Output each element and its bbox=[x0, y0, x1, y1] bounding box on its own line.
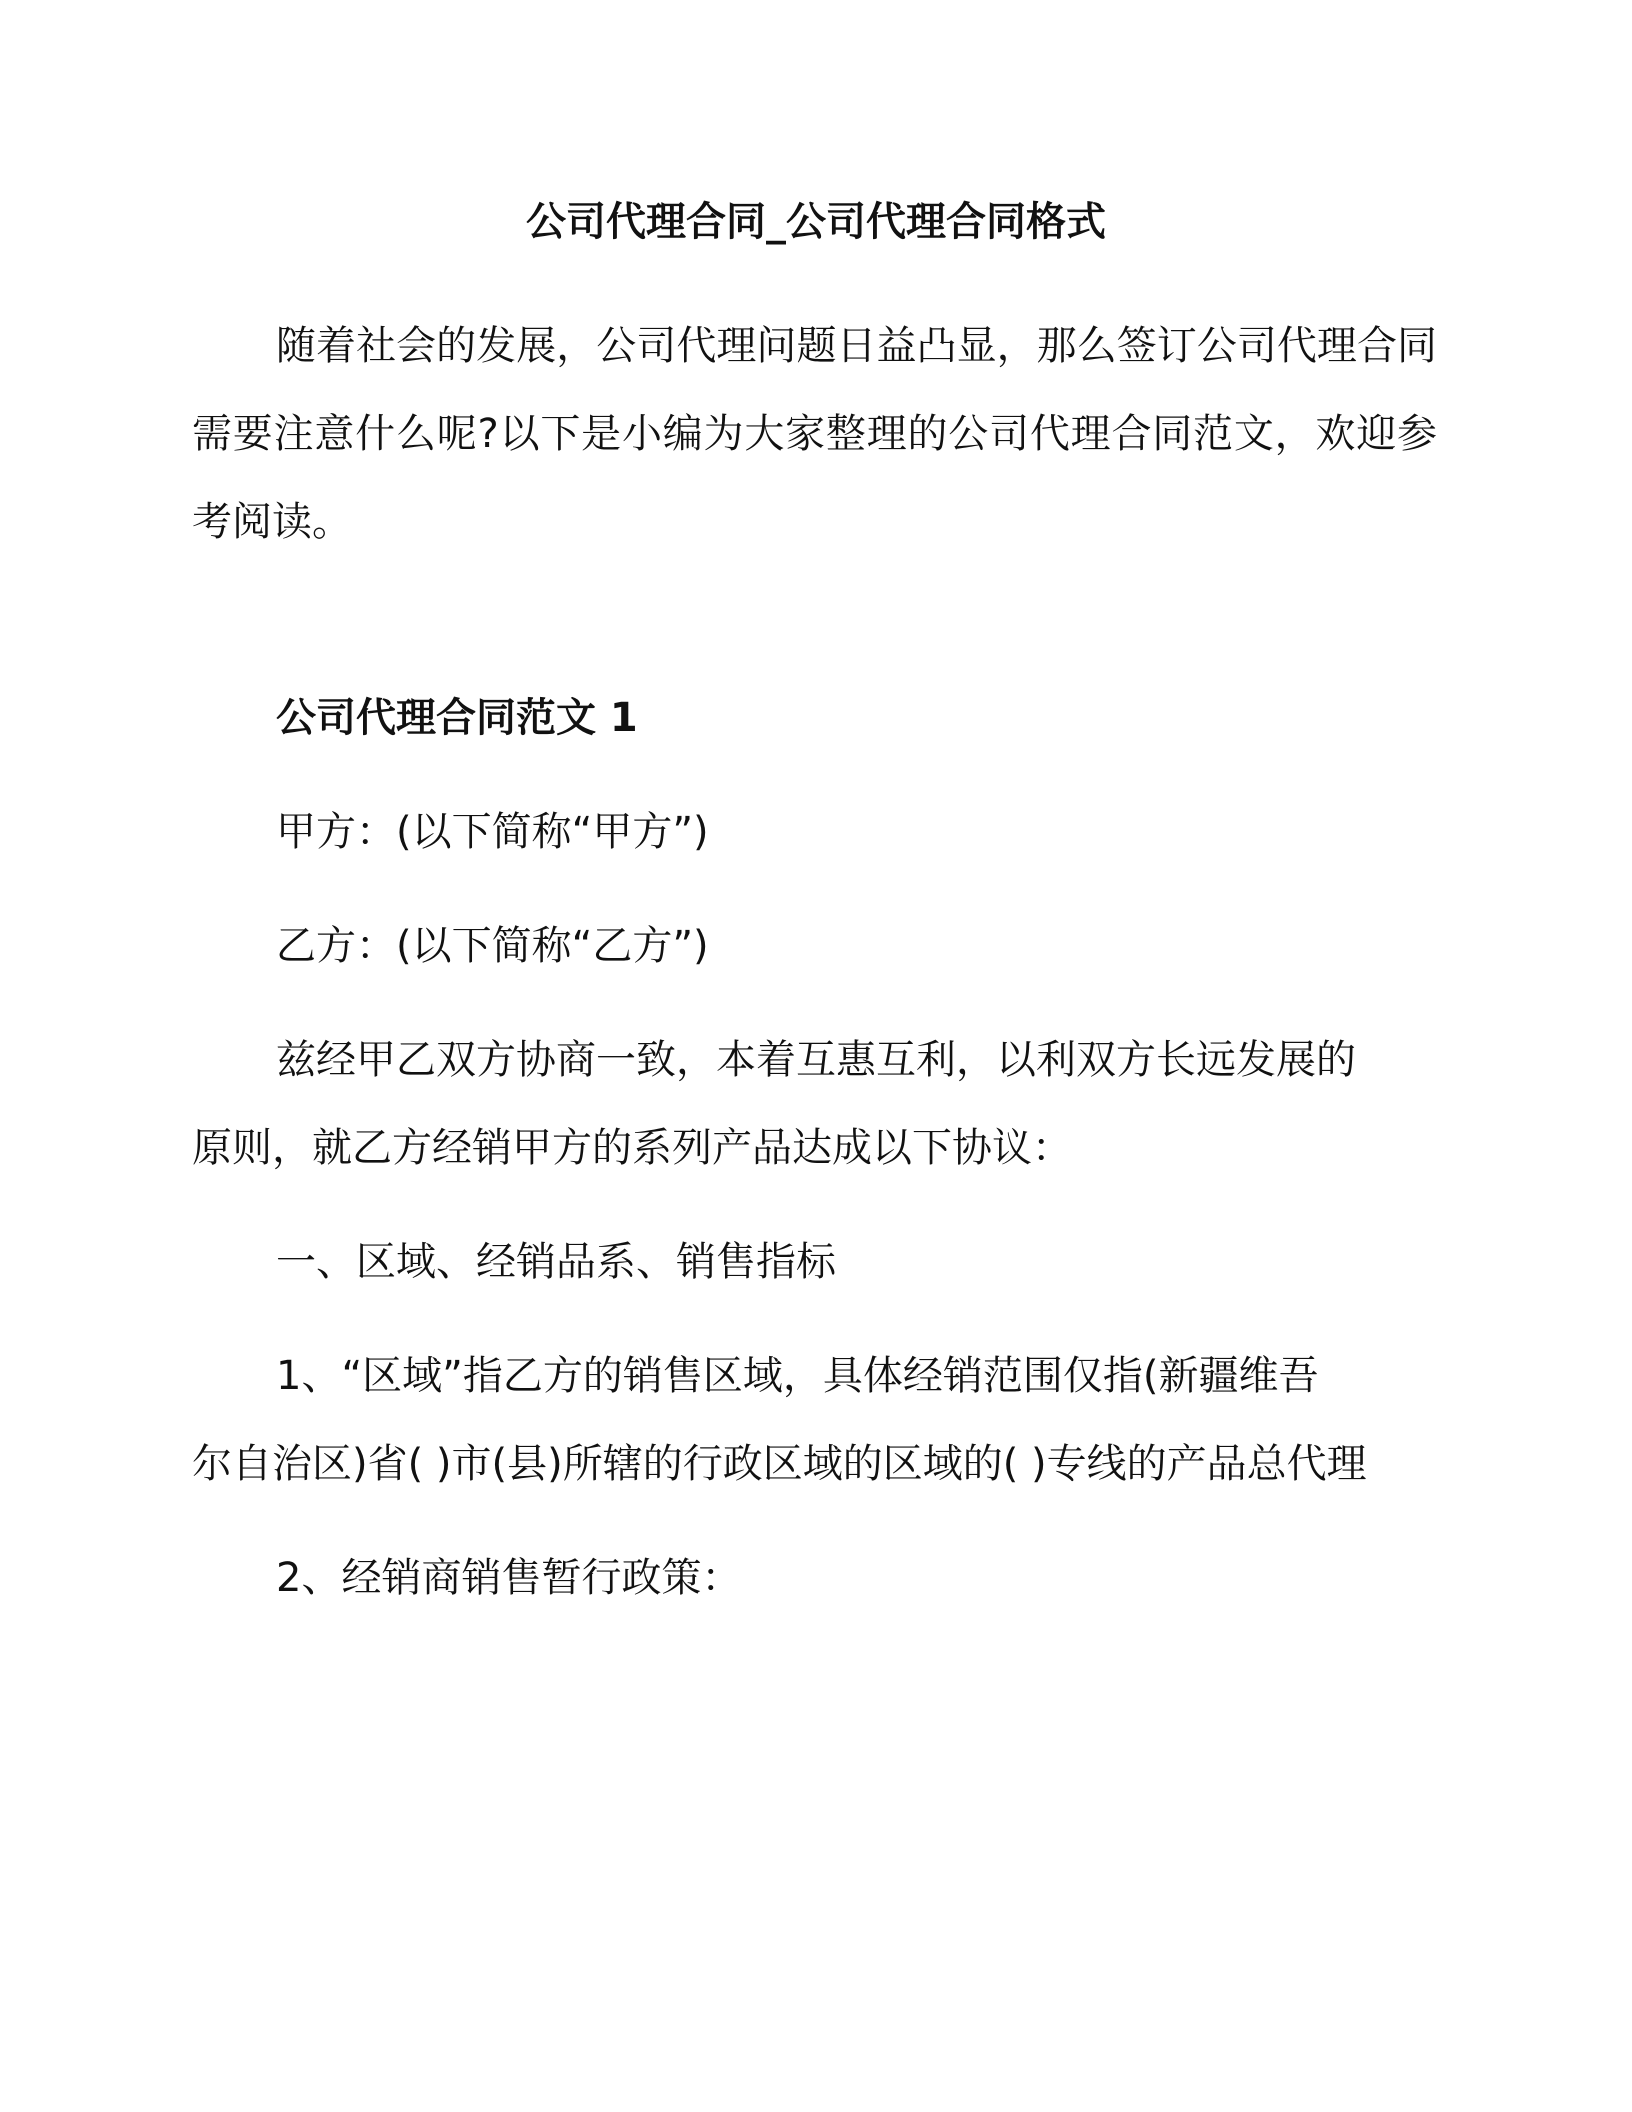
clause-1-1-line-2: 尔自治区)省( )市(县)所辖的行政区域的区域的( )专线的产品总代理 bbox=[192, 1441, 1367, 1487]
section-heading: 公司代理合同范文 1 bbox=[276, 695, 638, 741]
party-b-line: 乙方：(以下简称“乙方”) bbox=[276, 923, 709, 969]
clause-1-2: 2、经销商销售暂行政策： bbox=[276, 1555, 742, 1601]
agreement-paragraph-line-1: 兹经甲乙双方协商一致，本着互惠互利，以利双方长远发展的 bbox=[276, 1037, 1356, 1083]
agreement-paragraph-line-2: 原则，就乙方经销甲方的系列产品达成以下协议： bbox=[192, 1125, 1072, 1171]
intro-paragraph: 随着社会的发展，公司代理问题日益凸显，那么签订公司代理合同需要注意什么呢?以下是小编为大家整理的公司代理合同范文，欢迎参考阅读。 bbox=[192, 323, 1437, 545]
party-a-line: 甲方：(以下简称“甲方”) bbox=[276, 809, 709, 855]
clause-1-heading: 一、区域、经销品系、销售指标 bbox=[276, 1239, 836, 1285]
clause-1-1-line-1: 1、“区域”指乙方的销售区域，具体经销范围仅指(新疆维吾 bbox=[276, 1353, 1319, 1399]
document-title: 公司代理合同_公司代理合同格式 bbox=[526, 199, 1106, 245]
